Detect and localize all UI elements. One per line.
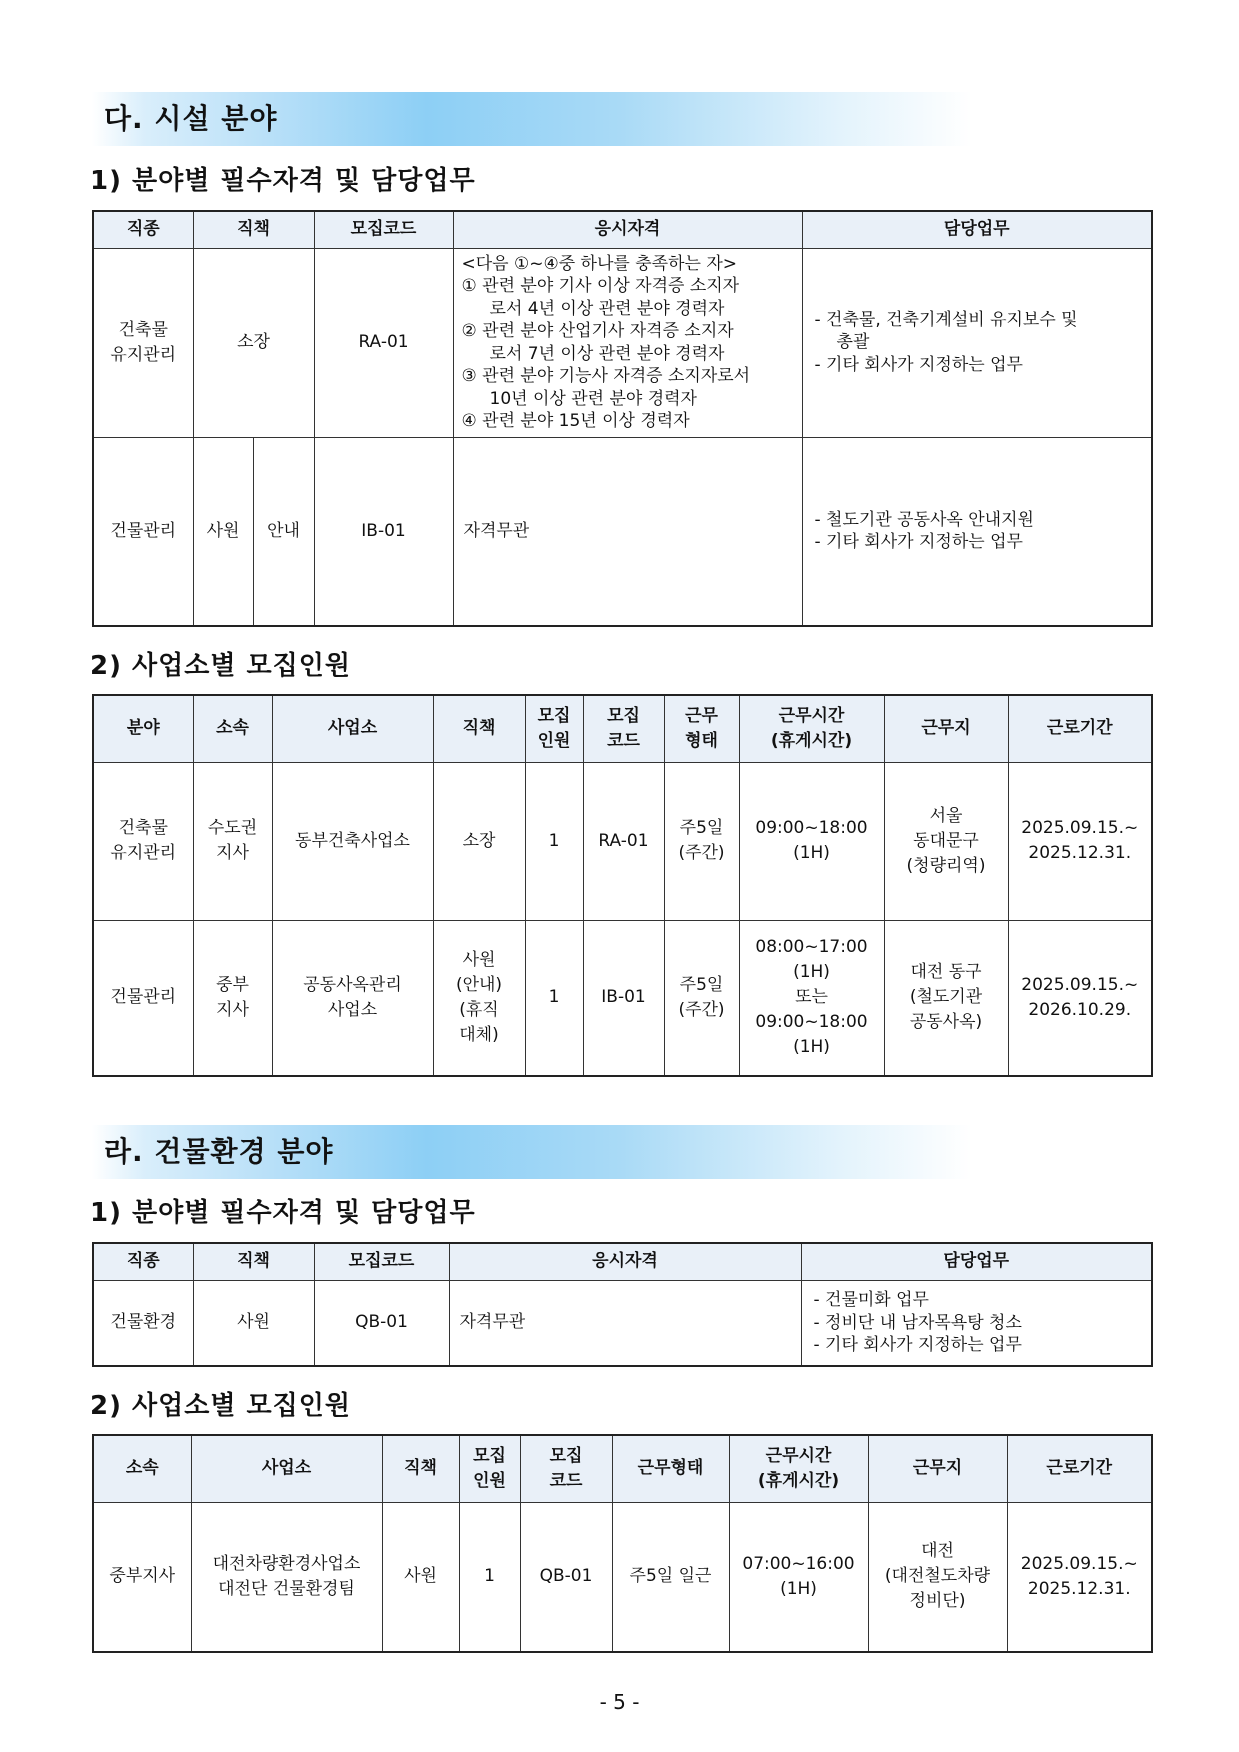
table-cell bbox=[868, 1502, 1007, 1652]
header-line: 사업소 bbox=[261, 1458, 312, 1479]
table-cell bbox=[1008, 920, 1152, 1076]
cell-line: (안내) bbox=[455, 974, 503, 995]
table-cell bbox=[433, 920, 525, 1076]
cell-line: IB-01 bbox=[601, 987, 646, 1008]
column-header bbox=[583, 695, 664, 762]
cell-line: QB-01 bbox=[539, 1566, 593, 1587]
column-header bbox=[272, 695, 433, 762]
cell-line: 2025.09.15.~ bbox=[1021, 974, 1139, 995]
cell-line: 주5일 일근 bbox=[629, 1566, 712, 1587]
table-cell bbox=[884, 762, 1008, 920]
table-cell bbox=[520, 1502, 612, 1652]
section-title-building-environment: 라. 건물환경 분야 bbox=[92, 1125, 972, 1179]
column-header bbox=[884, 695, 1008, 762]
cell-line: 지사 bbox=[216, 843, 249, 863]
recruitment-table-facility bbox=[92, 694, 1153, 1077]
recruitment-table-building-environment bbox=[92, 1434, 1153, 1653]
cell-line: 사원 bbox=[404, 1566, 437, 1587]
cell-line: 중부지사 bbox=[109, 1566, 176, 1587]
cell-line: (1H) bbox=[793, 1037, 830, 1058]
header-line: 근무시간 bbox=[778, 705, 845, 726]
table-cell bbox=[193, 920, 272, 1076]
cell-line: (주간) bbox=[678, 843, 725, 863]
header-line: 근무형태 bbox=[637, 1458, 704, 1479]
cell-line: 정비단) bbox=[909, 1591, 966, 1612]
cell-line: 건물관리 bbox=[110, 987, 177, 1008]
header-line: 형태 bbox=[685, 730, 718, 751]
header-line: 근로기간 bbox=[1046, 718, 1113, 739]
header-qualification: 응시자격 bbox=[449, 1243, 801, 1280]
table-cell bbox=[191, 1502, 382, 1652]
cell-line: 대전단 건물환경팀 bbox=[218, 1578, 355, 1599]
cell-line: 대전 동구 bbox=[910, 962, 982, 983]
table-cell bbox=[739, 920, 884, 1076]
table-cell bbox=[459, 1502, 520, 1652]
column-header bbox=[93, 695, 193, 762]
table-cell bbox=[739, 762, 884, 920]
table-cell bbox=[272, 762, 433, 920]
cell-line: 1 bbox=[548, 830, 560, 851]
table-cell bbox=[525, 920, 583, 1076]
subheading-qualifications: 1) 분야별 필수자격 및 담당업무 bbox=[90, 166, 476, 196]
cell-line: 2026.10.29. bbox=[1028, 999, 1132, 1020]
code-cell: IB-01 bbox=[314, 437, 453, 626]
cell-line: 또는 bbox=[795, 987, 828, 1008]
header-line: 모집 bbox=[537, 705, 571, 726]
column-header bbox=[739, 695, 884, 762]
header-line: 인원 bbox=[473, 1470, 506, 1491]
column-header bbox=[193, 695, 272, 762]
header-line: 코드 bbox=[607, 730, 640, 751]
qualification-cell: <다음 ①~④중 하나를 충족하는 자> ① 관련 분야 기사 이상 자격증 소지자 로서 4년 이상 관련 분야 경력자 ② 관련 분야 산업기사 자격증 소지자 로서 7년 이상 관련 분야 경력자 ③ 관련 분야 기능사 자격증 소지자로서 10년 이상 관련 분야 경력자 ④ 관련 분야 15년 이상 경력자 bbox=[453, 248, 802, 437]
header-line: 모집 bbox=[473, 1445, 506, 1466]
position-cell: 사원 bbox=[193, 437, 253, 626]
column-header bbox=[664, 695, 739, 762]
cell-line: 2025.09.15.~ bbox=[1020, 1553, 1138, 1574]
duty-cell: - 건축물, 건축기계설비 유지보수 및 총괄 - 기타 회사가 지정하는 업무 bbox=[802, 248, 1152, 437]
cell-line: 공동사옥) bbox=[909, 1012, 983, 1033]
header-line: 소속 bbox=[216, 718, 249, 739]
header-line: 분야 bbox=[126, 718, 160, 739]
cell-line: 공동사옥관리 bbox=[303, 974, 402, 995]
header-qualification: 응시자격 bbox=[453, 211, 802, 248]
column-header bbox=[729, 1435, 868, 1502]
table-cell bbox=[583, 762, 664, 920]
header-line: 근무시간 bbox=[765, 1445, 832, 1466]
table-cell bbox=[884, 920, 1008, 1076]
header-line: 직책 bbox=[462, 718, 496, 739]
header-line: (휴게시간) bbox=[770, 730, 853, 751]
cell-line: 주5일 bbox=[679, 974, 724, 995]
position-sub-cell: 안내 bbox=[253, 437, 314, 626]
cell-line: (1H) bbox=[793, 843, 830, 863]
table-cell bbox=[664, 762, 739, 920]
duty-cell: - 건물미화 업무 - 정비단 내 남자목욕탕 청소 - 기타 회사가 지정하는 업무 bbox=[801, 1280, 1152, 1366]
cell-line: 09:00~18:00 bbox=[755, 1012, 868, 1033]
table-row bbox=[93, 920, 1152, 1076]
header-line: 근무 bbox=[685, 705, 718, 726]
cell-line: 09:00~18:00 bbox=[755, 818, 868, 838]
header-line: 모집 bbox=[607, 705, 640, 726]
table-cell bbox=[664, 920, 739, 1076]
job-cell: 건물관리 bbox=[93, 437, 193, 626]
cell-line: (1H) bbox=[793, 962, 830, 983]
subheading-qualifications: 1) 분야별 필수자격 및 담당업무 bbox=[90, 1198, 476, 1228]
table-cell bbox=[93, 762, 193, 920]
cell-line: 사원 bbox=[462, 949, 496, 970]
cell-line: 서울 bbox=[929, 805, 963, 826]
column-header bbox=[433, 695, 525, 762]
cell-line: (1H) bbox=[780, 1578, 817, 1599]
cell-line: 수도권 bbox=[207, 818, 258, 838]
table-cell bbox=[1008, 762, 1152, 920]
cell-line: 대체) bbox=[459, 1024, 499, 1045]
column-header bbox=[93, 1435, 191, 1502]
header-code: 모집코드 bbox=[314, 211, 453, 248]
position-cell: 소장 bbox=[193, 248, 314, 437]
qualifications-table-facility bbox=[92, 210, 1153, 627]
cell-line: 1 bbox=[548, 987, 560, 1008]
cell-line: 2025.09.15.~ bbox=[1021, 818, 1139, 838]
header-line: 코드 bbox=[549, 1470, 583, 1491]
cell-line: 건축물 bbox=[118, 818, 168, 838]
header-duty: 담당업무 bbox=[801, 1243, 1152, 1280]
table-cell bbox=[1007, 1502, 1152, 1652]
table-cell bbox=[583, 920, 664, 1076]
cell-line: 주5일 bbox=[679, 818, 724, 838]
job-cell: 건축물 유지관리 bbox=[93, 248, 193, 437]
cell-line: 대전차량환경사업소 bbox=[212, 1553, 361, 1574]
cell-line: 대전 bbox=[921, 1541, 954, 1562]
header-line: 근무지 bbox=[921, 718, 971, 739]
column-header bbox=[612, 1435, 729, 1502]
cell-line: 유지관리 bbox=[110, 843, 177, 863]
header-line: 근로기간 bbox=[1046, 1458, 1113, 1479]
table-row bbox=[93, 248, 1152, 437]
table-cell bbox=[729, 1502, 868, 1652]
header-line: 사업소 bbox=[327, 718, 378, 739]
table-cell bbox=[382, 1502, 459, 1652]
column-header bbox=[1007, 1435, 1152, 1502]
header-job: 직종 bbox=[93, 211, 193, 248]
table-cell bbox=[193, 762, 272, 920]
cell-line: (대전철도차량 bbox=[884, 1566, 991, 1587]
cell-line: 동부건축사업소 bbox=[295, 830, 410, 851]
header-line: 직책 bbox=[404, 1458, 437, 1479]
cell-line: 지사 bbox=[216, 999, 249, 1020]
header-duty: 담당업무 bbox=[802, 211, 1152, 248]
cell-line: 사업소 bbox=[327, 999, 378, 1020]
column-header bbox=[868, 1435, 1007, 1502]
header-line: 모집 bbox=[549, 1445, 583, 1466]
header-line: 근무지 bbox=[912, 1458, 963, 1479]
page-number: - 5 - bbox=[599, 1690, 640, 1714]
header-line: 인원 bbox=[537, 730, 571, 751]
duty-cell: - 철도기관 공동사옥 안내지원 - 기타 회사가 지정하는 업무 bbox=[802, 437, 1152, 626]
table-row bbox=[93, 762, 1152, 920]
code-cell: QB-01 bbox=[314, 1280, 449, 1366]
cell-line: 소장 bbox=[462, 830, 496, 851]
job-cell: 건물환경 bbox=[93, 1280, 193, 1366]
code-cell: RA-01 bbox=[314, 248, 453, 437]
table-cell bbox=[93, 920, 193, 1076]
subheading-recruitment: 2) 사업소별 모집인원 bbox=[90, 1391, 352, 1421]
header-job: 직종 bbox=[93, 1243, 193, 1280]
column-header bbox=[382, 1435, 459, 1502]
cell-line: RA-01 bbox=[598, 830, 649, 851]
column-header bbox=[191, 1435, 382, 1502]
table-row bbox=[93, 437, 1152, 626]
qualification-cell: 자격무관 bbox=[453, 437, 802, 626]
table-cell bbox=[612, 1502, 729, 1652]
header-position: 직책 bbox=[193, 1243, 314, 1280]
cell-line: (철도기관 bbox=[909, 987, 983, 1008]
header-code: 모집코드 bbox=[314, 1243, 449, 1280]
cell-line: 07:00~16:00 bbox=[742, 1553, 855, 1574]
cell-line: 1 bbox=[484, 1566, 495, 1587]
table-row bbox=[93, 1502, 1152, 1652]
cell-line: 08:00~17:00 bbox=[755, 937, 868, 958]
header-line: 소속 bbox=[125, 1458, 159, 1479]
column-header bbox=[520, 1435, 612, 1502]
subheading-recruitment: 2) 사업소별 모집인원 bbox=[90, 651, 352, 681]
cell-line: (휴직 bbox=[459, 999, 499, 1020]
section-title-facility: 다. 시설 분야 bbox=[92, 92, 972, 146]
cell-line: (주간) bbox=[678, 999, 725, 1020]
header-line: (휴게시간) bbox=[757, 1470, 840, 1491]
qualification-cell: 자격무관 bbox=[449, 1280, 801, 1366]
header-position: 직책 bbox=[193, 211, 314, 248]
table-cell bbox=[272, 920, 433, 1076]
table-cell bbox=[93, 1502, 191, 1652]
qualifications-table-building-environment bbox=[92, 1242, 1153, 1367]
table-cell bbox=[525, 762, 583, 920]
cell-line: 동대문구 bbox=[913, 830, 979, 851]
column-header bbox=[525, 695, 583, 762]
column-header bbox=[459, 1435, 520, 1502]
cell-line: 중부 bbox=[216, 974, 249, 995]
table-cell bbox=[433, 762, 525, 920]
cell-line: (청량리역) bbox=[906, 855, 986, 876]
cell-line: 2025.12.31. bbox=[1027, 1578, 1131, 1599]
column-header bbox=[1008, 695, 1152, 762]
cell-line: 2025.12.31. bbox=[1028, 843, 1132, 863]
table-row bbox=[93, 1280, 1152, 1366]
position-cell: 사원 bbox=[193, 1280, 314, 1366]
